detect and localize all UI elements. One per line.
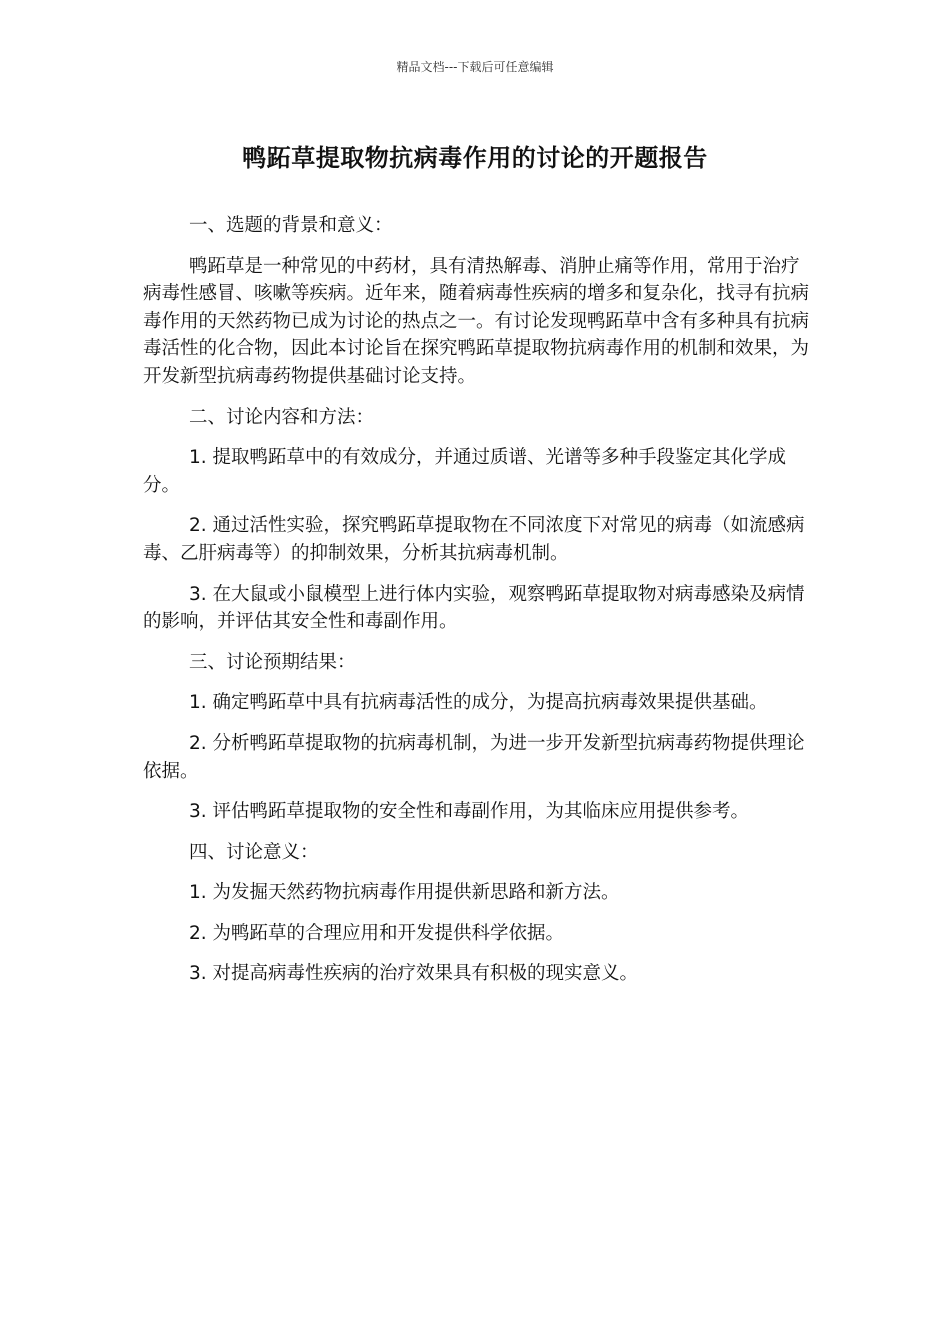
section-4-heading: 四、讨论意义： xyxy=(189,841,319,863)
section-2-item-1: 1. 提取鸭跖草中的有效成分，并通过质谱、光谱等多种手段鉴定其化学成分。 xyxy=(143,447,787,496)
section-4-item-1: 1. 为发掘天然药物抗病毒作用提供新思路和新方法。 xyxy=(189,882,620,904)
section-3-item-3: 3. 评估鸭跖草提取物的安全性和毒副作用，为其临床应用提供参考。 xyxy=(189,801,750,823)
section-3-item-1: 1. 确定鸭跖草中具有抗病毒活性的成分，为提高抗病毒效果提供基础。 xyxy=(189,692,768,714)
section-3-heading: 三、讨论预期结果： xyxy=(189,651,356,673)
section-4-item-3: 3. 对提高病毒性疾病的治疗效果具有积极的现实意义。 xyxy=(189,963,639,985)
section-1-paragraph: 鸭跖草是一种常见的中药材，具有清热解毒、消肿止痛等作用，常用于治疗病毒性感冒、咳嗽等疾病。近年来，随着病毒性疾病的增多和复杂化，找寻有抗病毒作用的天然药物已成为讨论的热点之一。有讨论发现鸭跖草中含有多种具有抗病毒活性的化合物，因此本讨论旨在探究鸭跖草提取物抗病毒作用的机制和效果，为开发新型抗病毒药物提供基础讨论支持。 xyxy=(143,255,810,387)
page-header-note: 精品文档---下载后可任意编辑 xyxy=(396,60,554,74)
section-2-item-2: 2. 通过活性实验，探究鸭跖草提取物在不同浓度下对常见的病毒（如流感病毒、乙肝病毒等）的抑制效果，分析其抗病毒机制。 xyxy=(143,515,805,564)
section-3-item-2: 2. 分析鸭跖草提取物的抗病毒机制，为进一步开发新型抗病毒药物提供理论依据。 xyxy=(143,732,805,782)
section-2-heading: 二、讨论内容和方法： xyxy=(189,406,375,428)
document-body xyxy=(143,212,813,988)
section-1-heading: 一、选题的背景和意义： xyxy=(189,215,393,236)
section-2-item-3: 3. 在大鼠或小鼠模型上进行体内实验，观察鸭跖草提取物对病毒感染及病情的影响，并评估其安全性和毒副作用。 xyxy=(143,583,805,633)
document-title: 鸭跖草提取物抗病毒作用的讨论的开题报告 xyxy=(242,144,708,172)
section-4-item-2: 2. 为鸭跖草的合理应用和开发提供科学依据。 xyxy=(189,922,565,944)
